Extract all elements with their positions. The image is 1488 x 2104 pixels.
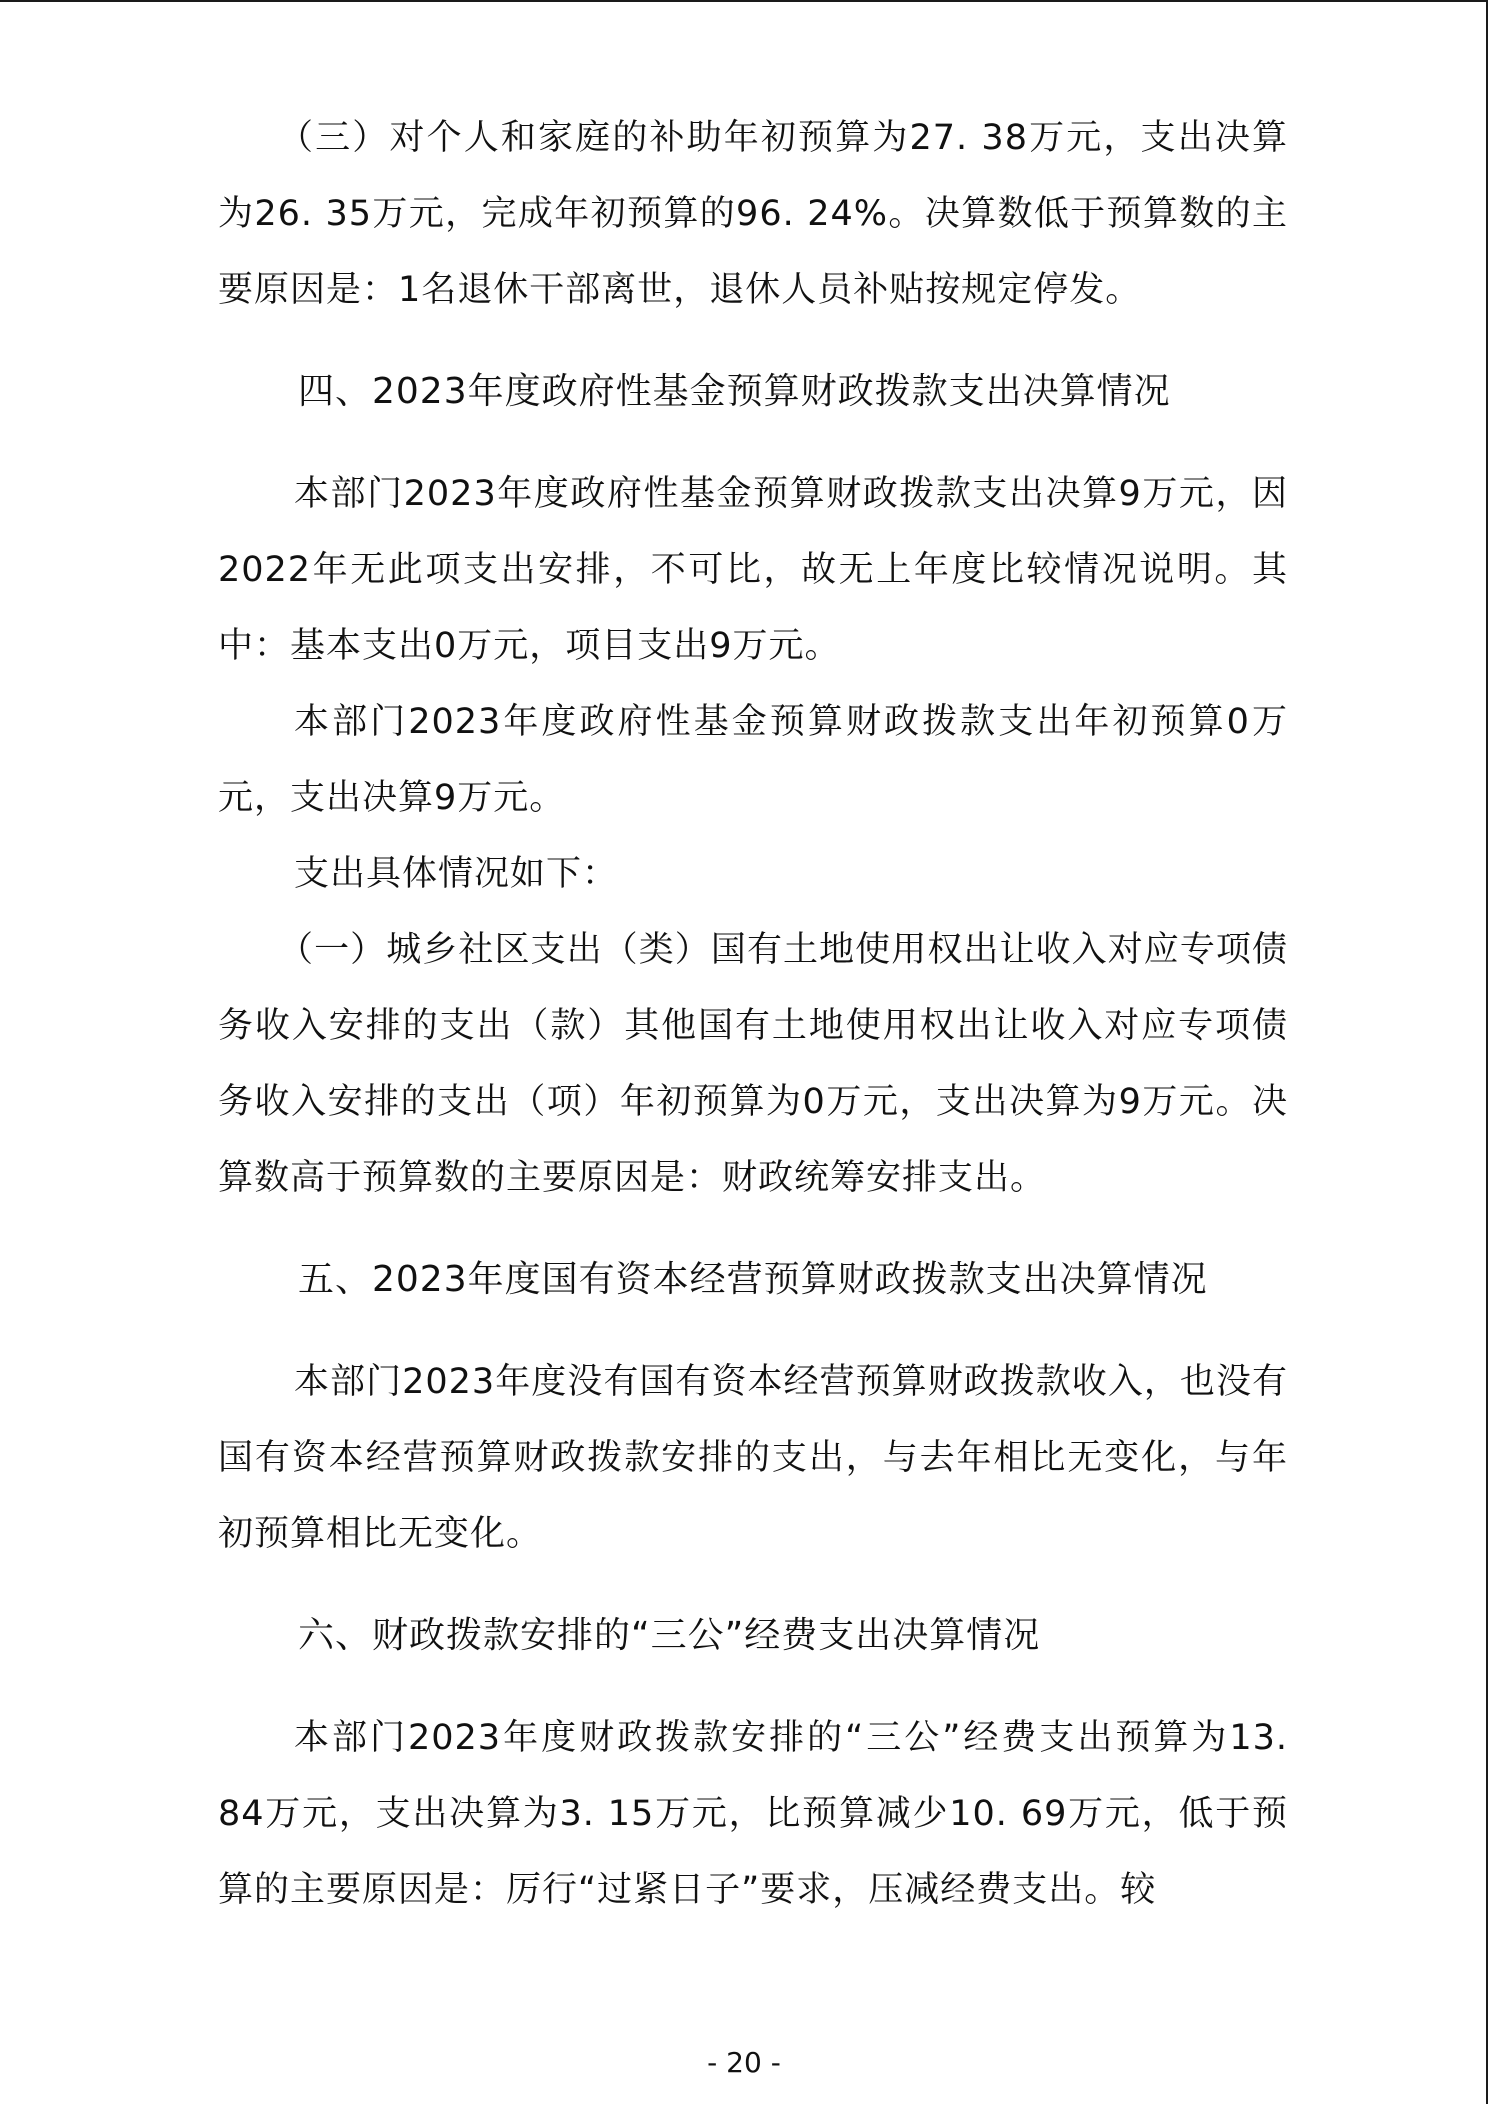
- paragraph-fund-budget: 本部门2023年度政府性基金预算财政拨款支出年初预算0万元，支出决算9万元。: [218, 702, 1288, 818]
- paragraph-fund-detail-1: （一）城乡社区支出（类）国有土地使用权出让收入对应专项债务收入安排的支出（款）其他国有土地使用权出让收入对应专项债务收入安排的支出（项）年初预算为0万元，支出决算为9万元。决算数高于预算数的主要原因是：财政统筹安排支出。: [218, 930, 1288, 1198]
- paragraph-state-capital: 本部门2023年度没有国有资本经营预算财政拨款收入，也没有国有资本经营预算财政拨款安排的支出，与去年相比无变化，与年初预算相比无变化。: [218, 1362, 1288, 1554]
- section-heading-6: 六、财政拨款安排的“三公”经费支出决算情况: [298, 1615, 1041, 1656]
- section-heading-4: 四、2023年度政府性基金预算财政拨款支出决算情况: [298, 371, 1171, 412]
- paragraph-fund-details-intro: 支出具体情况如下：: [294, 854, 619, 894]
- paragraph-fund-total: 本部门2023年度政府性基金预算财政拨款支出决算9万元，因2022年无此项支出安排，不可比，故无上年度比较情况说明。其中：基本支出0万元，项目支出9万元。: [218, 474, 1288, 666]
- paragraph-three-public: 本部门2023年度财政拨款安排的“三公”经费支出预算为13. 84万元，支出决算为3. 15万元，比预算减少10. 69万元，低于预算的主要原因是：厉行“过紧日子”要求，压减经费支出。较: [218, 1718, 1288, 1910]
- page-body: [218, 100, 1288, 1928]
- page-number: - 20 -: [707, 2046, 781, 2079]
- paragraph-subsidy: （三）对个人和家庭的补助年初预算为27. 38万元，支出决算为26. 35万元，完成年初预算的96. 24%。决算数低于预算数的主要原因是：1名退休干部离世，退休人员补贴按规定停发。: [218, 118, 1288, 310]
- section-heading-5: 五、2023年度国有资本经营预算财政拨款支出决算情况: [298, 1259, 1208, 1300]
